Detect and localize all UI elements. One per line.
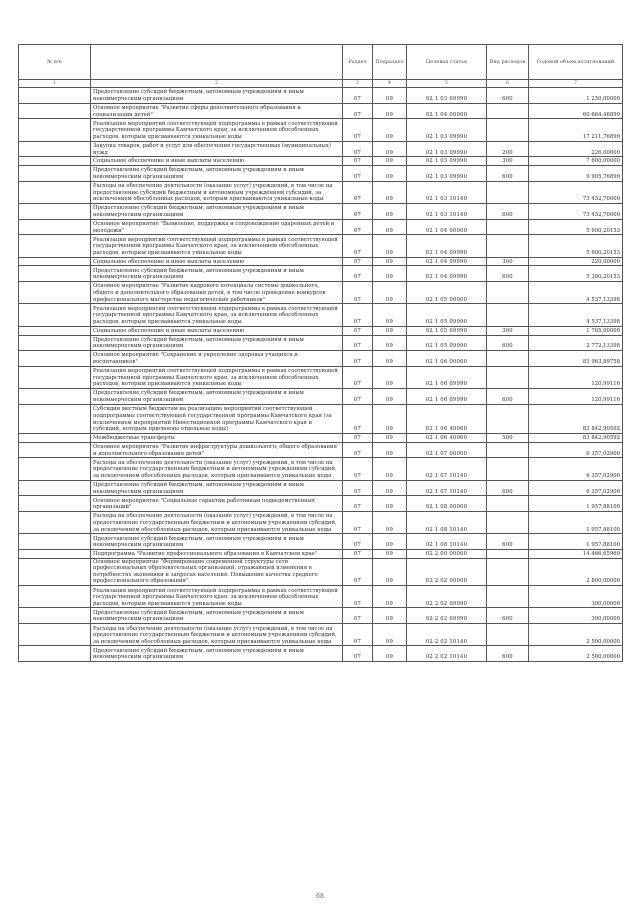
- row-expense-type: [487, 586, 529, 608]
- row-number: [19, 366, 91, 388]
- row-amount: 1 957,88100: [529, 534, 623, 550]
- row-number: [19, 219, 91, 235]
- row-section: 07: [343, 549, 373, 558]
- table-row: [19, 326, 623, 335]
- row-expense-type: [487, 458, 529, 480]
- row-expense-type: [487, 351, 529, 367]
- row-amount: 83 842,90592: [529, 404, 623, 433]
- row-name: Расходы на обеспечение деятельности (оказание услуг) учреждений, в том числе на предоставление государственным бюджетным и автономным учреждениям субсидий, за исключением обособленных расходов, которым присваиваются уникальные коды: [91, 458, 343, 480]
- row-amount: 73 452,70000: [529, 203, 623, 219]
- row-section: 07: [343, 404, 373, 433]
- row-subsection: 09: [373, 558, 407, 585]
- table-row: [19, 366, 623, 388]
- row-target-article: 02 1 08 10140: [407, 511, 487, 533]
- row-amount: 1 957,88100: [529, 511, 623, 533]
- row-section: 07: [343, 257, 373, 266]
- table-row: [19, 404, 623, 433]
- column-number: 7: [529, 80, 623, 88]
- row-subsection: 09: [373, 442, 407, 458]
- row-target-article: 02 1 04 00000: [407, 103, 487, 119]
- row-amount: 5 600,20153: [529, 235, 623, 257]
- table-row: [19, 608, 623, 624]
- table-row: [19, 433, 623, 442]
- row-expense-type: [487, 624, 529, 646]
- row-section: 07: [343, 608, 373, 624]
- row-expense-type: [487, 235, 529, 257]
- row-number: [19, 389, 91, 405]
- row-section: 07: [343, 480, 373, 496]
- row-section: 07: [343, 266, 373, 282]
- row-subsection: 09: [373, 366, 407, 388]
- row-amount: 300,00000: [529, 586, 623, 608]
- row-target-article: 02 1 03 09990: [407, 141, 487, 157]
- row-amount: 83 963,89758: [529, 351, 623, 367]
- header-amount: Годовой объем ассигнований: [529, 45, 623, 80]
- row-subsection: 09: [373, 257, 407, 266]
- table-row: [19, 103, 623, 119]
- row-target-article: 02 1 05 09990: [407, 326, 487, 335]
- row-amount: 83 842,90592: [529, 433, 623, 442]
- row-expense-type: [487, 119, 529, 141]
- row-name: Закупка товаров, работ и услуг для обеспечения государственных (муниципальных) нужд: [91, 141, 343, 157]
- row-target-article: 02 1 05 00000: [407, 281, 487, 303]
- row-amount: 120,99116: [529, 389, 623, 405]
- row-name: Предоставление субсидий бюджетным, автономным учреждениям и иным некоммерческим организациям: [91, 480, 343, 496]
- row-name: Предоставление субсидий бюджетным, автономным учреждениям и иным некоммерческим организациям: [91, 389, 343, 405]
- row-expense-type: [487, 558, 529, 585]
- row-section: 07: [343, 219, 373, 235]
- row-amount: 2 500,00000: [529, 646, 623, 662]
- header-num: № п/п: [19, 45, 91, 80]
- row-section: 07: [343, 496, 373, 512]
- row-expense-type: 600: [487, 480, 529, 496]
- row-name: Предоставление субсидий бюджетным, автономным учреждениям и иным некоммерческим организациям: [91, 608, 343, 624]
- row-expense-type: [487, 304, 529, 326]
- table-row: [19, 266, 623, 282]
- row-number: [19, 351, 91, 367]
- row-amount: 5 600,20153: [529, 219, 623, 235]
- row-name: Расходы на обеспечение деятельности (оказание услуг) учреждений, в том числе на предоставление государственным бюджетным и автономным учреждениям субсидий, за исключением обособленных расходов, которым присваиваются уникальные коды: [91, 624, 343, 646]
- table-row: [19, 304, 623, 326]
- row-number: [19, 266, 91, 282]
- row-target-article: 02 1 03 09990: [407, 165, 487, 181]
- row-section: 07: [343, 103, 373, 119]
- row-section: 07: [343, 624, 373, 646]
- row-name: Основное мероприятие "Сохранение и укрепление здоровья учащихся и воспитанников": [91, 351, 343, 367]
- table-row: [19, 511, 623, 533]
- row-number: [19, 586, 91, 608]
- row-subsection: 09: [373, 141, 407, 157]
- row-name: Основное мероприятие "Развитие кадрового потенциала системы дошкольного, общего и дополнительного образования детей, в том числе проведение конкурсов профессионального мастерства педагогических работников": [91, 281, 343, 303]
- row-expense-type: 300: [487, 157, 529, 166]
- row-target-article: 02 1 07 10140: [407, 458, 487, 480]
- row-subsection: 09: [373, 235, 407, 257]
- row-amount: 73 452,70000: [529, 181, 623, 203]
- table-row: [19, 646, 623, 662]
- column-number: 4: [373, 80, 407, 88]
- row-subsection: 09: [373, 624, 407, 646]
- row-number: [19, 335, 91, 351]
- row-name: Расходы на обеспечение деятельности (оказание услуг) учреждений, в том числе на предоставление государственным бюджетным и автономным учреждениям субсидий, за исключением обособленных расходов, которым присваиваются уникальные коды: [91, 511, 343, 533]
- row-amount: 1 765,00000: [529, 326, 623, 335]
- row-name: Предоставление субсидий бюджетным, автономным учреждениям и иным некоммерческим организациям: [91, 203, 343, 219]
- row-expense-type: 200: [487, 141, 529, 157]
- table-row: [19, 534, 623, 550]
- row-number: [19, 480, 91, 496]
- row-name: Предоставление субсидий бюджетным, автономным учреждениям и иным некоммерческим организациям: [91, 88, 343, 104]
- row-amount: 4 537,13398: [529, 304, 623, 326]
- row-number: [19, 141, 91, 157]
- row-section: 07: [343, 326, 373, 335]
- row-number: [19, 496, 91, 512]
- row-number: [19, 608, 91, 624]
- table-row: [19, 558, 623, 585]
- row-target-article: 02 2 02 10140: [407, 646, 487, 662]
- row-section: 07: [343, 88, 373, 104]
- row-subsection: 09: [373, 304, 407, 326]
- row-subsection: 09: [373, 534, 407, 550]
- row-expense-type: 600: [487, 88, 529, 104]
- row-subsection: 09: [373, 646, 407, 662]
- row-number: [19, 442, 91, 458]
- row-subsection: 09: [373, 549, 407, 558]
- column-number: 5: [407, 80, 487, 88]
- row-subsection: 09: [373, 88, 407, 104]
- table-body: [19, 88, 623, 662]
- table-header-row: [19, 45, 623, 80]
- row-number: [19, 558, 91, 585]
- row-expense-type: [487, 281, 529, 303]
- row-target-article: 02 1 03 10140: [407, 181, 487, 203]
- row-name: Субсидии местным бюджетам на реализацию мероприятий соответствующей подпрограммы соответствующей государственной программы Камчатского края (за исключением мероприятий Инвестиционной программы Камчатского края и субсидий, которым присвоены отдельные коды): [91, 404, 343, 433]
- row-amount: 17 211,76899: [529, 119, 623, 141]
- row-expense-type: [487, 181, 529, 203]
- row-subsection: 09: [373, 433, 407, 442]
- row-subsection: 09: [373, 281, 407, 303]
- row-amount: 1 250,00000: [529, 88, 623, 104]
- row-target-article: 02 1 06 00000: [407, 351, 487, 367]
- table-row: [19, 181, 623, 203]
- row-expense-type: 500: [487, 433, 529, 442]
- row-section: 07: [343, 304, 373, 326]
- row-target-article: 02 2 02 09990: [407, 608, 487, 624]
- row-name: Реализация мероприятий соответствующей подпрограммы в рамках соответствующей государственной программы Камчатского края, за исключением обособленных расходов, которым присваиваются уникальные коды: [91, 366, 343, 388]
- row-target-article: 02 1 06 09990: [407, 389, 487, 405]
- row-section: 07: [343, 157, 373, 166]
- row-amount: 7 600,00000: [529, 157, 623, 166]
- table-row: [19, 165, 623, 181]
- row-section: 07: [343, 586, 373, 608]
- row-subsection: 09: [373, 266, 407, 282]
- row-target-article: 02 2 02 09990: [407, 586, 487, 608]
- row-number: [19, 88, 91, 104]
- header-subsection: Подраздел: [373, 45, 407, 80]
- table-row: [19, 389, 623, 405]
- row-name: Основное мероприятие "Развитие сферы дополнительного образования и социализации детей": [91, 103, 343, 119]
- budget-allocation-table: [18, 44, 623, 662]
- row-number: [19, 181, 91, 203]
- row-section: 07: [343, 389, 373, 405]
- row-name: Предоставление субсидий бюджетным, автономным учреждениям и иным некоммерческим организациям: [91, 165, 343, 181]
- row-subsection: 09: [373, 586, 407, 608]
- row-amount: 6 357,02900: [529, 458, 623, 480]
- row-subsection: 09: [373, 219, 407, 235]
- row-amount: 220,00000: [529, 257, 623, 266]
- column-number: 3: [343, 80, 373, 88]
- row-section: 07: [343, 646, 373, 662]
- row-name: Реализация мероприятий соответствующей подпрограммы в рамках соответствующей государственной программы Камчатского края, за исключением обособленных расходов, которым присваиваются уникальные коды: [91, 586, 343, 608]
- row-target-article: 02 1 04 09990: [407, 266, 487, 282]
- table-row: [19, 351, 623, 367]
- table-row: [19, 458, 623, 480]
- row-name: Предоставление субсидий бюджетным, автономным учреждениям и иным некоммерческим организациям: [91, 266, 343, 282]
- row-subsection: 09: [373, 511, 407, 533]
- row-target-article: 02 1 07 00000: [407, 442, 487, 458]
- row-target-article: 02 1 05 09990: [407, 304, 487, 326]
- row-name: Реализация мероприятий соответствующей подпрограммы в рамках соответствующей государственной программы Камчатского края, за исключением обособленных расходов, которым присваиваются уникальные коды: [91, 235, 343, 257]
- row-number: [19, 624, 91, 646]
- row-subsection: 09: [373, 165, 407, 181]
- row-number: [19, 534, 91, 550]
- row-subsection: 09: [373, 496, 407, 512]
- row-expense-type: [487, 103, 529, 119]
- row-subsection: 09: [373, 608, 407, 624]
- table-row: [19, 88, 623, 104]
- row-expense-type: 600: [487, 646, 529, 662]
- header-name: [91, 45, 343, 80]
- row-name: Межбюджетные трансферты: [91, 433, 343, 442]
- row-expense-type: 600: [487, 389, 529, 405]
- row-amount: 6 357,02900: [529, 480, 623, 496]
- table-row: [19, 496, 623, 512]
- row-amount: 4 537,13398: [529, 281, 623, 303]
- row-section: 07: [343, 141, 373, 157]
- row-target-article: 02 1 03 10140: [407, 203, 487, 219]
- header-section: Раздел: [343, 45, 373, 80]
- row-amount: 60 664,46899: [529, 103, 623, 119]
- row-section: 07: [343, 281, 373, 303]
- column-number: 1: [19, 80, 91, 88]
- row-subsection: 09: [373, 326, 407, 335]
- row-subsection: 09: [373, 203, 407, 219]
- row-section: 07: [343, 558, 373, 585]
- budget-page: [18, 44, 622, 662]
- row-subsection: 09: [373, 351, 407, 367]
- table-row: [19, 119, 623, 141]
- row-section: 07: [343, 458, 373, 480]
- row-target-article: 02 1 08 10140: [407, 534, 487, 550]
- table-row: [19, 141, 623, 157]
- row-number: [19, 119, 91, 141]
- row-expense-type: 600: [487, 608, 529, 624]
- row-name: Реализация мероприятий соответствующей подпрограммы в рамках соответствующей государственной программы Камчатского края, за исключением обособленных расходов, которым присваиваются уникальные коды: [91, 304, 343, 326]
- row-amount: 120,99116: [529, 366, 623, 388]
- row-expense-type: 300: [487, 326, 529, 335]
- row-target-article: 02 2 02 00000: [407, 558, 487, 585]
- row-section: 07: [343, 181, 373, 203]
- row-amount: 226,00000: [529, 141, 623, 157]
- row-amount: 1 957,88100: [529, 496, 623, 512]
- row-amount: 5 380,20153: [529, 266, 623, 282]
- row-section: 07: [343, 366, 373, 388]
- row-section: 07: [343, 433, 373, 442]
- table-row: [19, 235, 623, 257]
- row-expense-type: 600: [487, 203, 529, 219]
- row-subsection: 09: [373, 119, 407, 141]
- row-target-article: 02 1 03 09990: [407, 157, 487, 166]
- row-expense-type: 300: [487, 257, 529, 266]
- row-name: Социальное обеспечение и иные выплаты населению: [91, 157, 343, 166]
- row-number: [19, 549, 91, 558]
- row-number: [19, 304, 91, 326]
- row-amount: 2 500,00000: [529, 624, 623, 646]
- row-expense-type: 600: [487, 266, 529, 282]
- row-number: [19, 103, 91, 119]
- column-number: 6: [487, 80, 529, 88]
- row-name: Расходы на обеспечение деятельности (оказание услуг) учреждений, в том числе на предоставление субсидий бюджетным и автономным учреждениям субсидий, за исключением обособленных расходов, которым присваиваются уникальные коды: [91, 181, 343, 203]
- row-number: [19, 165, 91, 181]
- row-subsection: 09: [373, 335, 407, 351]
- row-name: Основное мероприятие "Социальные гарантии работникам подведомственных организаций": [91, 496, 343, 512]
- row-section: 07: [343, 335, 373, 351]
- row-target-article: 02 1 05 09990: [407, 335, 487, 351]
- row-target-article: 02 1 08 00000: [407, 496, 487, 512]
- column-number: 2: [91, 80, 343, 88]
- header-target: Целевая статья: [407, 45, 487, 80]
- row-name: Социальное обеспечение и иные выплаты населению: [91, 257, 343, 266]
- row-section: 07: [343, 203, 373, 219]
- row-name: Предоставление субсидий бюджетным, автономным учреждениям и иным некоммерческим организациям: [91, 534, 343, 550]
- row-target-article: 02 1 03 09990: [407, 119, 487, 141]
- row-name: Подпрограмма "Развитие профессионального образования в Камчатском крае": [91, 549, 343, 558]
- row-section: 07: [343, 351, 373, 367]
- row-expense-type: [487, 442, 529, 458]
- row-number: [19, 235, 91, 257]
- row-expense-type: [487, 366, 529, 388]
- row-number: [19, 433, 91, 442]
- row-subsection: 09: [373, 389, 407, 405]
- row-amount: 9 905,76899: [529, 165, 623, 181]
- row-subsection: 09: [373, 404, 407, 433]
- row-target-article: 02 1 07 10140: [407, 480, 487, 496]
- row-expense-type: [487, 404, 529, 433]
- row-number: [19, 458, 91, 480]
- row-amount: 2 800,00000: [529, 558, 623, 585]
- row-expense-type: 600: [487, 534, 529, 550]
- table-row: [19, 442, 623, 458]
- row-target-article: 02 1 04 09990: [407, 257, 487, 266]
- row-target-article: 02 1 03 09990: [407, 88, 487, 104]
- row-name: Основное мероприятие "Выявление, поддержка и сопровождение одаренных детей и молодежи": [91, 219, 343, 235]
- row-subsection: 09: [373, 103, 407, 119]
- row-name: Основное мероприятие "Формирование современной структуры сети профессиональных образовательных организаций, отражающей изменения в потребностях экономики и запросах населения. Повышение качества среднего профессионального образования": [91, 558, 343, 585]
- row-expense-type: 600: [487, 165, 529, 181]
- page-number: 68: [316, 893, 324, 900]
- row-number: [19, 203, 91, 219]
- row-target-article: 02 1 06 40060: [407, 404, 487, 433]
- row-name: Основное мероприятие "Развитие инфраструктуры дошкольного, общего образования и дополнительного образования детей": [91, 442, 343, 458]
- row-section: 07: [343, 165, 373, 181]
- row-number: [19, 257, 91, 266]
- row-number: [19, 326, 91, 335]
- row-amount: 14 466,65969: [529, 549, 623, 558]
- table-row: [19, 480, 623, 496]
- row-target-article: 02 1 04 00000: [407, 219, 487, 235]
- row-expense-type: [487, 219, 529, 235]
- table-row: [19, 335, 623, 351]
- row-subsection: 09: [373, 157, 407, 166]
- header-expense: Вид расходов: [487, 45, 529, 80]
- row-name: Предоставление субсидий бюджетным, автономным учреждениям и иным некоммерческим организациям: [91, 646, 343, 662]
- row-number: [19, 511, 91, 533]
- row-name: Предоставление субсидий бюджетным, автономным учреждениям и иным некоммерческим организациям: [91, 335, 343, 351]
- row-name: Социальное обеспечение и иные выплаты населению: [91, 326, 343, 335]
- row-name: Реализация мероприятий соответствующей подпрограммы в рамках соответствующей государственной программы Камчатского края, за исключением обособленных расходов, которым присваиваются уникальные коды: [91, 119, 343, 141]
- table-row: [19, 624, 623, 646]
- row-amount: 6 357,02900: [529, 442, 623, 458]
- row-number: [19, 157, 91, 166]
- row-subsection: 09: [373, 480, 407, 496]
- row-subsection: 09: [373, 181, 407, 203]
- row-target-article: 02 1 06 40060: [407, 433, 487, 442]
- row-target-article: 02 2 02 10140: [407, 624, 487, 646]
- row-subsection: 09: [373, 458, 407, 480]
- row-section: 07: [343, 511, 373, 533]
- table-row: [19, 549, 623, 558]
- row-expense-type: [487, 496, 529, 512]
- table-row: [19, 157, 623, 166]
- table-row: [19, 219, 623, 235]
- row-section: 07: [343, 534, 373, 550]
- row-expense-type: 600: [487, 335, 529, 351]
- table-row: [19, 586, 623, 608]
- row-amount: 300,00000: [529, 608, 623, 624]
- row-expense-type: [487, 549, 529, 558]
- row-section: 07: [343, 235, 373, 257]
- table-row: [19, 257, 623, 266]
- column-number-row: [19, 80, 623, 88]
- row-expense-type: [487, 511, 529, 533]
- row-target-article: 02 1 06 09990: [407, 366, 487, 388]
- row-section: 07: [343, 442, 373, 458]
- row-target-article: 02 1 04 09990: [407, 235, 487, 257]
- row-number: [19, 646, 91, 662]
- table-row: [19, 281, 623, 303]
- row-amount: 2 772,13398: [529, 335, 623, 351]
- table-row: [19, 203, 623, 219]
- row-number: [19, 404, 91, 433]
- row-target-article: 02 2 00 00000: [407, 549, 487, 558]
- row-section: 07: [343, 119, 373, 141]
- row-number: [19, 281, 91, 303]
